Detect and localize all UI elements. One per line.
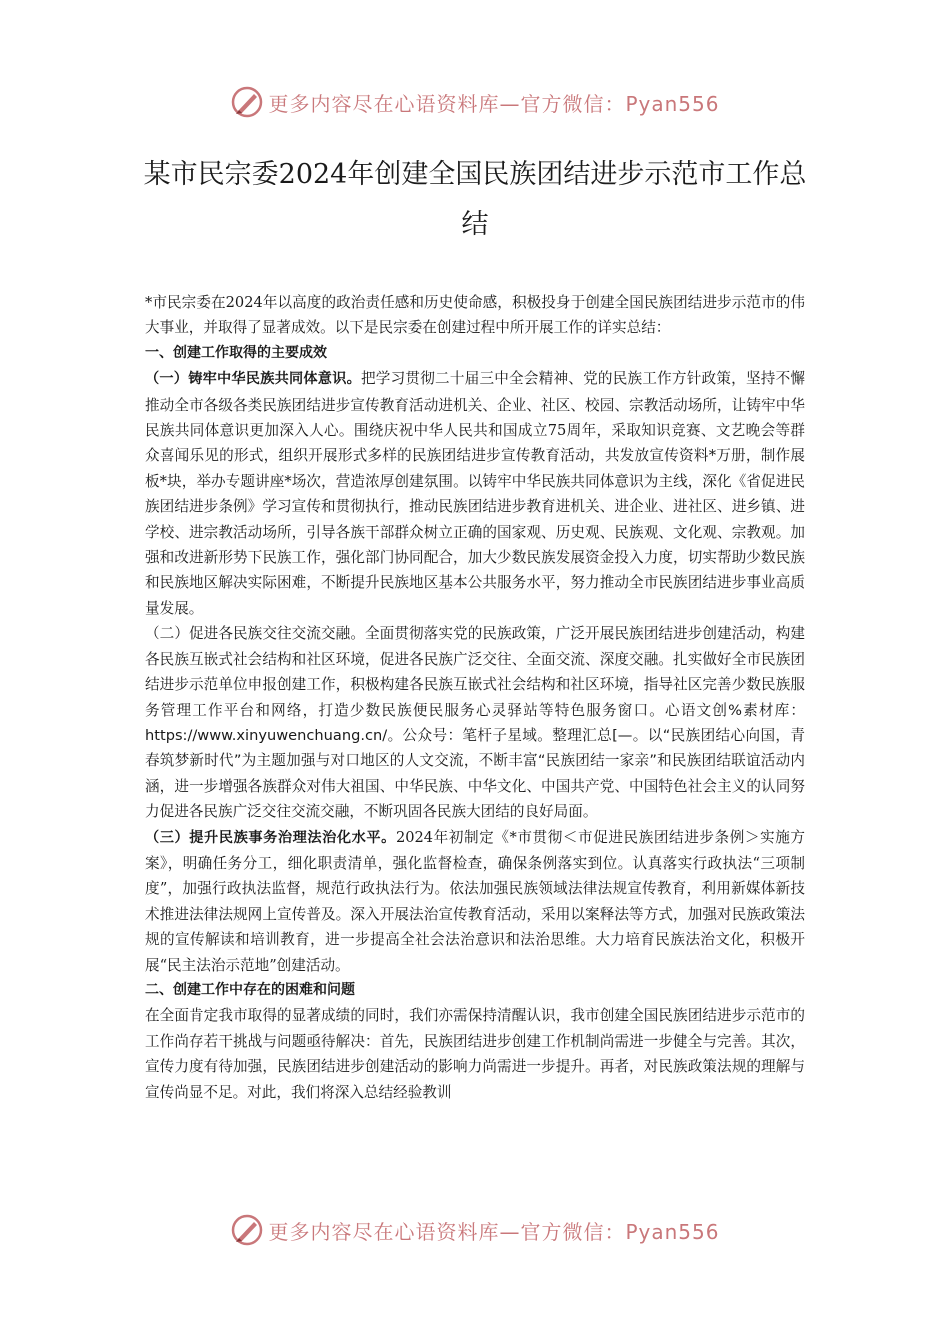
section1-p3-lead: （三）提升民族事务治理法治化水平。 — [145, 829, 396, 846]
section1-paragraph-2 — [145, 621, 805, 824]
section1-p2-body: 全面贯彻落实党的民族政策，广泛开展民族团结进步创建活动，构建各民族互嵌式社会结构和社区环境，促进各民族广泛交往、全面交流、深度交融。扎实做好全市民族团结进步示范单位申报创建工作，积极构建各民族互嵌式社会结构和社区环境，指导社区完善少数民族服务管理工作平台和网络，打造少数民族便民服务心灵驿站等特色服务窗口。心语文创%素材库：https://www.xinyuwenchuang.cn/。公众号：笔杆子星域。整理汇总[—。以“民族团结心向国，青春筑梦新时代”为主题加强与对口地区的人文交流，不断丰富“民族团结一家亲”和民族团结联谊活动内涵，进一步增强各族群众对伟大祖国、中华民族、中华文化、中国共产党、中国特色社会主义的认同努力促进各民族广泛交往交流交融，不断巩固各民族大团结的良好局面。 — [145, 625, 805, 821]
section1-paragraph-3 — [145, 825, 805, 978]
banner-text: 更多内容尽在心语资料库—官方微信：Pyan556 — [268, 1219, 720, 1244]
section1-paragraph-1 — [145, 366, 805, 621]
header-banner — [0, 82, 950, 122]
intro-paragraph: *市民宗委在2024年以高度的政治责任感和历史使命感，积极投身于创建全国民族团结进步示范市的伟大事业，并取得了显著成效。以下是民宗委在创建过程中所开展工作的详实总结： — [145, 294, 805, 337]
section1-p3-body: 2024年初制定《*市贯彻＜市促进民族团结进步条例＞实施方案》，明确任务分工，细化职责清单，强化监督检查，确保条例落实到位。认真落实行政执法“三项制度”，加强行政执法监督，规范行政执法行为。依法加强民族领域法律法规宣传教育，利用新媒体新技术推进法律法规网上宣传普及。深入开展法治宣传教育活动，采用以案释法等方式，加强对民族政策法规的宣传解读和培训教育，进一步提高全社会法治意识和法治思维。大力培育民族法治文化，积极开展“民主法治示范地”创建活动。 — [145, 828, 805, 974]
section2-heading: 二、创建工作中存在的困难和问题 — [145, 981, 355, 998]
brush-logo-icon — [230, 1213, 264, 1247]
section1-p1-body: 把学习贯彻二十届三中全会精神、党的民族工作方针政策，坚持不懈推动全市各级各类民族团结进步宣传教育活动进机关、企业、社区、校园、宗教活动场所，让铸牢中华民族共同体意识更加深入人心。围绕庆祝中华人民共和国成立75周年，采取知识竞赛、文艺晚会等群众喜闻乐见的形式，组织开展形式多样的民族团结进步宣传教育活动，共发放宣传资料*万册，制作展板*块，举办专题讲座*场次，营造浓厚创建氛围。以铸牢中华民族共同体意识为主线，深化《省促进民族团结进步条例》学习宣传和贯彻执行，推动民族团结进步教育进机关、进企业、进社区、进乡镇、进学校、进宗教活动场所，引导各族干部群众树立正确的国家观、历史观、民族观、文化观、宗教观。加强和改进新形势下民族工作，强化部门协同配合，加大少数民族发展资金投入力度，切实帮助少数民族和民族地区解决实际困难，不断提升民族地区基本公共服务水平，努力推动全市民族团结进步事业高质量发展。 — [145, 370, 805, 617]
brush-logo-icon — [230, 85, 264, 119]
section1-heading: 一、创建工作取得的主要成效 — [145, 344, 327, 361]
document-body — [145, 290, 805, 1105]
section2-paragraph-1: 在全面肯定我市取得的显著成绩的同时，我们亦需保持清醒认识，我市创建全国民族团结进步示范市的工作尚存若干挑战与问题亟待解决：首先，民族团结进步创建工作机制尚需进一步健全与完善。其次，宣传力度有待加强，民族团结进步创建活动的影响力尚需进一步提升。再者，对民族政策法规的理解与宣传尚显不足。对此，我们将深入总结经验教训 — [145, 1007, 805, 1101]
banner-text: 更多内容尽在心语资料库—官方微信：Pyan556 — [268, 91, 720, 116]
document-title: 某市民宗委2024年创建全国民族团结进步示范市工作总结 — [143, 159, 807, 240]
section1-p2-lead: （二）促进各民族交往交流交融。 — [145, 625, 366, 643]
section1-p1-lead: （一）铸牢中华民族共同体意识。 — [145, 371, 361, 388]
footer-banner — [0, 1210, 950, 1250]
